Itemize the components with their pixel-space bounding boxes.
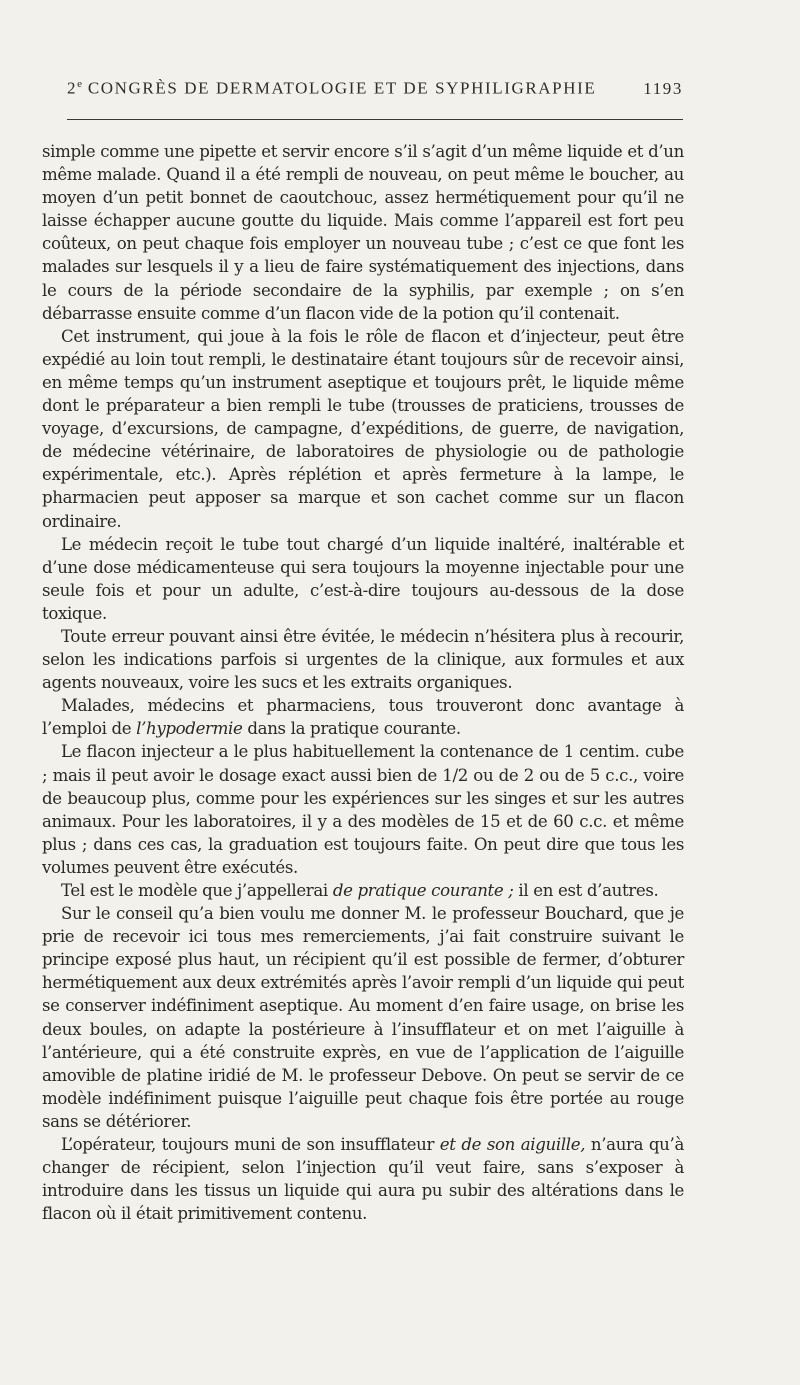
header-title-text: CONGRÈS DE DERMATOLOGIE ET DE SYPHILIGRAPHIE (87, 78, 597, 98)
paragraph-text: n’aura qu’à changer de récipient, selon l’injection qu’il veut faire, sans s’exposer à introduire dans les tissus un liquide qui aura pu subir des altérations dans le flacon où il était primitivement contenu. (42, 1135, 684, 1224)
paragraph: Le flacon injecteur a le plus habituellement la contenance de 1 centim. cube ; mais il peut avoir le dosage exact aussi bien de 1/2 ou de 2 ou de 5 c.c., voire de beaucoup plus, comme pour les expériences sur les singes et sur les autres animaux. Pour les laboratoires, il y a des modèles de 15 et de 60 c.c. et même plus ; dans ces cas, la graduation est toujours faite. On peut dire que tous les volumes peuvent être exécutés. (42, 742, 684, 877)
header-ordinal: 2 (67, 78, 78, 98)
paragraph-text: Malades, médecins et pharmaciens, tous trouveront donc avantage à l’emploi de (42, 696, 684, 739)
paragraph-italic: l’hypodermie (136, 719, 243, 739)
paragraph-italic: et de son aiguille, (439, 1135, 586, 1155)
paragraph: Cet instrument, qui joue à la fois le rôle de flacon et d’injecteur, peut être expédié au loin tout rempli, le destinataire étant toujours sûr de recevoir ainsi, en même temps qu’un instrument aseptique et toujours prêt, le liquide même dont le préparateur a bien rempli le tube (trousses de praticiens, trousses de voyage, d’excursions, de campagne, d’expéditions, de guerre, de navigation, de médecine vétérinaire, de laboratoires de physiologie ou de pathologie expérimentale, etc.). Après réplétion et après fermeture à la lampe, le pharmacien peut apposer sa marque et son cachet comme sur un flacon ordinaire. (42, 326, 684, 531)
header-title (67, 78, 596, 99)
paragraph (42, 879, 684, 902)
paragraph: simple comme une pipette et servir encore s’il s’agit d’un même liquide et d’un même malade. Quand il a été rempli de nouveau, on peut même le boucher, au moyen d’un petit bonnet de caoutchouc, assez hermétiquement pour qu’il ne laisse échapper aucune goutte du liquide. Mais comme l’appareil est fort peu coûteux, on peut chaque fois employer un nouveau tube ; c’est ce que font les malades sur lesquels il y a lieu de faire systématiquement des injections, dans le cours de la période secondaire de la syphilis, par exemple ; on s’en débarrasse ensuite comme d’un flacon vide de la potion qu’il contenait. (42, 142, 684, 323)
paragraph (42, 694, 684, 740)
body-text (42, 140, 684, 1225)
paragraph: Toute erreur pouvant ainsi être évitée, le médecin n’hésitera plus à recourir, selon les indications parfois si urgentes de la clinique, aux formules et aux agents nouveaux, voire les sucs et les extraits organiques. (42, 626, 684, 693)
paragraph-text: Tel est le modèle que j’appellerai (61, 881, 333, 900)
header-rule (67, 119, 683, 120)
paragraph-text: dans la pratique courante. (242, 719, 461, 739)
paragraph-italic: de pratique courante ; (332, 881, 514, 900)
paragraph: Le médecin reçoit le tube tout chargé d’un liquide inaltéré, inaltérable et d’une dose médicamenteuse qui sera toujours la moyenne injectable pour une seule fois et pour un adulte, c’est-à-dire toujours au-dessous de la dose toxique. (42, 534, 684, 623)
paragraph: Sur le conseil qu’a bien voulu me donner M. le professeur Bouchard, que je prie de recevoir ici tous mes remerciements, j’ai fait construire suivant le principe exposé plus haut, un récipient qu’il est possible de fermer, d’obturer hermétiquement aux deux extrémités après l’avoir rempli d’un liquide qui peut se conserver indéfiniment aseptique. Au moment d’en faire usage, on brise les deux boules, on adapte la postérieure à l’insufflateur et on met l’aiguille à l’antérieure, qui a été construite exprès, en vue de l’application de l’aiguille amovible de platine iridié de M. le professeur Debove. On peut se servir de ce modèle indéfiniment puisque l’aiguille peut chaque fois être portée au rouge sans se détériorer. (42, 904, 684, 1131)
paragraph-text: L’opérateur, toujours muni de son insufflateur (61, 1135, 440, 1155)
header-ordinal-suffix: e (77, 78, 82, 90)
paragraph (42, 1133, 684, 1225)
paragraph-text: il en est d’autres. (513, 881, 659, 900)
page-number: 1193 (643, 78, 683, 98)
running-header (67, 78, 683, 99)
